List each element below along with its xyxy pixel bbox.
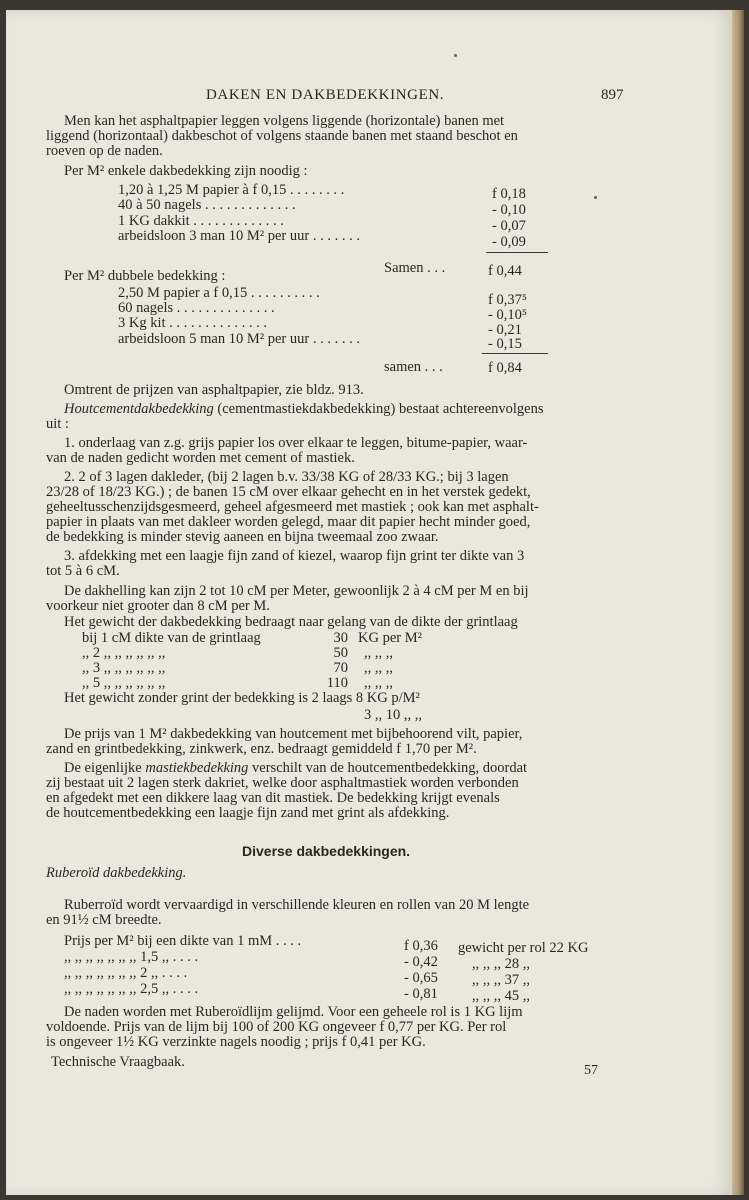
- gewicht-row-value: 70: [333, 660, 348, 676]
- gewicht-row-text: bij 1 cM dikte van de grintlaag: [82, 630, 261, 646]
- dubbel-sum-rule: [482, 353, 548, 354]
- houtcement-line: uit :: [46, 416, 69, 432]
- ruberoid-row-weight: gewicht per rol 22 KG: [458, 940, 589, 956]
- ruberoid-row-label: ,, ,, ,, ,, ,, ,, ,, 2,5 ,, . . . .: [64, 981, 199, 997]
- dubbel-row-item: 3 Kg kit . . . . . . . . . . . . . .: [118, 315, 268, 331]
- prijs-hout-line: zand en grintbedekking, zinkwerk, enz. bedraagt gemiddeld f 1,70 per M².: [46, 741, 477, 757]
- houtcement-line: [64, 401, 544, 417]
- mastiek-line: zij bestaat uit 2 lagen sterk dakriet, welke door asphaltmastiek worden verbonden: [46, 775, 519, 791]
- footer-title: Technische Vraagbaak.: [51, 1054, 185, 1070]
- dubbel-row-price: - 0,10⁵: [488, 307, 527, 323]
- running-head: DAKEN EN DAKBEDEKKINGEN.: [206, 87, 445, 103]
- mastiek-line: de houtcementbedekking een laagje fijn zand met grint als afdekking.: [46, 805, 450, 821]
- ruberoid-row-label: ,, ,, ,, ,, ,, ,, ,, 2 ,, . . . .: [64, 965, 188, 981]
- houtcement-item2-line: 23/28 of 18/23 KG.) ; de banen 15 cM over elkaar gehecht en in het verstek gedekt,: [46, 484, 531, 500]
- dakhelling-line: De dakhelling kan zijn 2 tot 10 cM per Meter, gewoonlijk 2 à 4 cM per M en bij: [64, 583, 529, 599]
- mastiek-pre: De eigenlijke: [64, 760, 142, 776]
- ruberoid-row-label: Prijs per M² bij een dikte van 1 mM . . . .: [64, 933, 302, 949]
- prijzen-reference: Omtrent de prijzen van asphaltpapier, zie bldz. 913.: [64, 382, 364, 398]
- enkel-row-item: arbeidsloon 3 man 10 M² per uur . . . . . . .: [118, 228, 360, 244]
- enkel-sum-rule: [486, 252, 548, 253]
- houtcement-title-rest: (cementmastiekdakbedekking) bestaat achtereenvolgens: [217, 401, 544, 417]
- ruberoid-heading: Ruberoïd dakbedekking.: [46, 865, 187, 881]
- dubbel-row-price: f 0,37⁵: [488, 292, 527, 308]
- gewicht-zonder: Het gewicht zonder grint der bedekking is 2 laags 8 KG p/M²: [64, 690, 420, 706]
- mastiek-line: [64, 760, 527, 776]
- gewicht-row-text: ,, 3 ,, ,, ,, ,, ,, ,,: [82, 660, 166, 676]
- houtcement-item2-line: de bedekking is minder stevig aaneen en bijna tweemaal zoo zwaar.: [46, 529, 439, 545]
- dakhelling-line: voorkeur niet grooter dan 8 cM per M.: [46, 598, 270, 614]
- gewicht-row-text: ,, 2 ,, ,, ,, ,, ,, ,,: [82, 645, 166, 661]
- houtcement-item2-line: geheeltusschenzijdsgesmeerd, geheel afgesmeerd met mastiek ; ook kan met asphalt-: [46, 499, 539, 515]
- ruberoid-row-price: - 0,65: [404, 970, 438, 986]
- dubbel-row-item: 60 nagels . . . . . . . . . . . . . .: [118, 300, 275, 316]
- dubbel-row-price: - 0,15: [488, 336, 522, 352]
- gewicht-row-unit: ,, ,, ,,: [364, 660, 393, 676]
- gewicht-row-text: ,, 5 ,, ,, ,, ,, ,, ,,: [82, 675, 166, 691]
- enkel-row-price: - 0,10: [492, 202, 526, 218]
- enkel-row-item: 40 à 50 nagels . . . . . . . . . . . . .: [118, 197, 296, 213]
- dubbel-row-item: arbeidsloon 5 man 10 M² per uur . . . . . . .: [118, 331, 360, 347]
- page-speck-mark: [454, 54, 457, 57]
- gewicht-row-unit: KG per M²: [358, 630, 422, 646]
- intro-line: liggend (horizontaal) dakbeschot of volgens staande banen met staand beschot en: [46, 128, 518, 144]
- enkel-heading: Per M² enkele dakbedekking zijn noodig :: [64, 163, 308, 179]
- mastiek-post: verschilt van de houtcementbedekking, doordat: [252, 760, 528, 776]
- dubbel-total-value: f 0,84: [488, 360, 522, 376]
- gewicht-row-value: 30: [333, 630, 348, 646]
- houtcement-title: Houtcementdakbedekking: [64, 401, 214, 417]
- gewicht-row-value: 110: [326, 675, 348, 691]
- ruberoid-row-weight: ,, ,, ,, 28 ,,: [472, 956, 530, 972]
- intro-line: Men kan het asphaltpapier leggen volgens liggende (horizontale) banen met: [64, 113, 505, 129]
- ruberoid-row-weight: ,, ,, ,, 45 ,,: [472, 988, 530, 1004]
- dubbel-total-label: samen . . .: [384, 359, 443, 375]
- mastiek-term: mastiekbedekking: [145, 760, 249, 776]
- sheet-number: 57: [584, 1063, 598, 1078]
- enkel-row-price: - 0,07: [492, 218, 526, 234]
- houtcement-item2-line: papier in plaats van met dakleer worden gelegd, maar dit papier hecht minder goed,: [46, 514, 531, 530]
- ruberoid-row-price: f 0,36: [404, 938, 438, 954]
- ruberoid-row-price: - 0,81: [404, 986, 438, 1002]
- page-speck-mark: [594, 196, 597, 199]
- enkel-row-price: f 0,18: [492, 186, 526, 202]
- gewicht-intro: Het gewicht der dakbedekking bedraagt naar gelang van de dikte der grintlaag: [64, 614, 518, 630]
- prijs-hout-line: De prijs van 1 M² dakbedekking van houtcement met bijbehoorend vilt, papier,: [64, 726, 523, 742]
- ruberoid-row-label: ,, ,, ,, ,, ,, ,, ,, 1,5 ,, . . . .: [64, 949, 199, 965]
- ruberoid-intro-line: Ruberroïd wordt vervaardigd in verschillende kleuren en rollen van 20 M lengte: [64, 897, 530, 913]
- gewicht-row-unit: ,, ,, ,,: [364, 645, 393, 661]
- ruberoid-naden-line: De naden worden met Ruberoïdlijm gelijmd. Voor een geheele rol is 1 KG lijm: [64, 1004, 523, 1020]
- houtcement-item1-line: 1. onderlaag van z.g. grijs papier los over elkaar te leggen, bitume-papier, waar-: [64, 435, 528, 451]
- diverse-heading: Diverse dakbedekkingen.: [242, 843, 411, 859]
- enkel-total-value: f 0,44: [488, 263, 522, 279]
- ruberoid-naden-line: voldoende. Prijs van de lijm bij 100 of 200 KG ongeveer f 0,77 per KG. Per rol: [46, 1019, 507, 1035]
- houtcement-item3-line: 3. afdekking met een laagje fijn zand of kiezel, waarop fijn grint ter dikte van 3: [64, 548, 525, 564]
- ruberoid-row-price: - 0,42: [404, 954, 438, 970]
- ruberoid-row-weight: ,, ,, ,, 37 ,,: [472, 972, 530, 988]
- houtcement-item2-line: 2. 2 of 3 lagen dakleder, (bij 2 lagen b.v. 33/38 KG of 28/33 KG.; bij 3 lagen: [64, 469, 509, 485]
- intro-line: roeven op de naden.: [46, 143, 163, 159]
- gewicht-row-value: 50: [333, 645, 348, 661]
- ruberoid-naden-line: is ongeveer 1½ KG verzinkte nagels noodig ; prijs f 0,41 per KG.: [46, 1034, 426, 1050]
- ruberoid-intro-line: en 91½ cM breedte.: [46, 912, 162, 928]
- enkel-row-price: - 0,09: [492, 234, 526, 250]
- enkel-total-label: Samen . . .: [384, 260, 446, 276]
- gewicht-zonder-second: 3 ,, 10 ,, ,,: [364, 707, 422, 723]
- dubbel-row-item: 2,50 M papier a f 0,15 . . . . . . . . . .: [118, 285, 320, 301]
- enkel-row-item: 1 KG dakkit . . . . . . . . . . . . .: [118, 213, 284, 229]
- gewicht-row-unit: ,, ,, ,,: [364, 675, 393, 691]
- mastiek-line: en afgedekt met een dikkere laag van dit mastiek. De bedekking krijgt evenals: [46, 790, 500, 806]
- houtcement-item1-line: van de naden gedicht worden met cement of mastiek.: [46, 450, 355, 466]
- enkel-row-item: 1,20 à 1,25 M papier à f 0,15 . . . . . . . .: [118, 182, 345, 198]
- book-edge: [732, 10, 744, 1195]
- book-page: [6, 10, 732, 1195]
- houtcement-item3-line: tot 5 à 6 cM.: [46, 563, 120, 579]
- dubbel-row-price: - 0,21: [488, 322, 522, 338]
- page-number: 897: [601, 87, 624, 103]
- dubbel-heading: Per M² dubbele bedekking :: [64, 268, 226, 284]
